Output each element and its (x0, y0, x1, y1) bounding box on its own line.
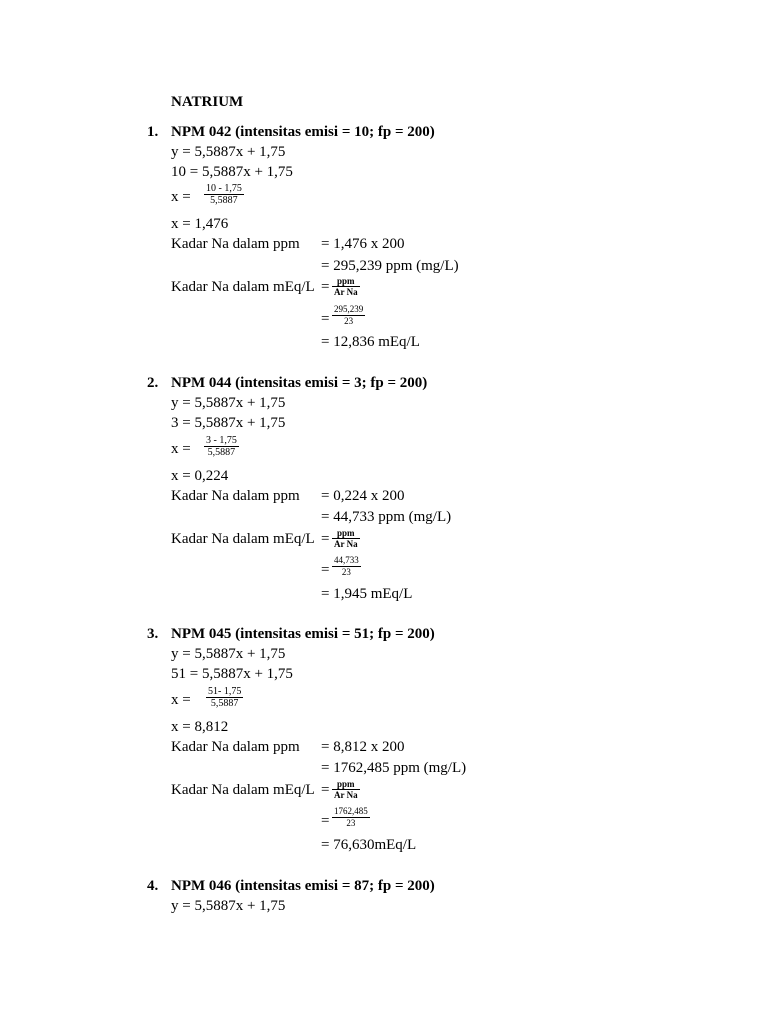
fraction-numerator: ppm (332, 276, 360, 287)
fraction-numerator: 51- 1,75 (208, 686, 242, 697)
fraction-numerator: 1762,485 (334, 806, 368, 816)
meq-label: Kadar Na dalam mEq/L (171, 782, 315, 798)
x-result: x = 1,476 (171, 216, 229, 232)
equals-sign: = (321, 531, 330, 547)
meq-label: Kadar Na dalam mEq/L (171, 531, 315, 547)
fraction-numerator: ppm (332, 528, 360, 539)
section-number: 4. (147, 878, 159, 894)
ppm-result: = 1762,485 ppm (mg/L) (321, 760, 467, 776)
equation-line: y = 5,5887x + 1,75 (171, 144, 286, 160)
fraction-numerator: 44,733 (334, 555, 359, 565)
fraction-numerator: 10 - 1,75 (206, 183, 242, 194)
fraction-denominator: 5,5887 (210, 195, 238, 206)
fraction-denominator: 23 (346, 818, 356, 828)
section-number: 1. (147, 124, 159, 140)
meq-value-fraction (332, 806, 370, 829)
fraction-denominator: Ar Na (334, 539, 358, 549)
equals-sign: = (321, 782, 330, 798)
section-heading: NPM 042 (intensitas emisi = 10; fp = 200) (171, 124, 435, 140)
meq-formula-fraction (332, 779, 360, 800)
equation-line: 10 = 5,5887x + 1,75 (171, 164, 293, 180)
x-fraction (204, 183, 244, 206)
x-label: x = (171, 692, 191, 708)
fraction-denominator: 23 (341, 567, 351, 577)
ppm-label: Kadar Na dalam ppm (171, 739, 300, 755)
meq-formula-fraction (332, 528, 360, 549)
ppm-result: = 44,733 ppm (mg/L) (321, 509, 452, 525)
fraction-numerator: 3 - 1,75 (206, 435, 237, 446)
meq-result: = 1,945 mEq/L (321, 586, 413, 602)
section-heading: NPM 044 (intensitas emisi = 3; fp = 200) (171, 375, 428, 391)
fraction-numerator: 295,239 (334, 304, 364, 314)
x-result: x = 8,812 (171, 719, 229, 735)
equation-line: y = 5,5887x + 1,75 (171, 646, 286, 662)
equation-line: y = 5,5887x + 1,75 (171, 395, 286, 411)
page-title: NATRIUM (171, 94, 244, 110)
x-label: x = (171, 189, 191, 205)
equals-sign: = (321, 813, 330, 829)
equals-sign: = (321, 562, 330, 578)
ppm-calculation: = 0,224 x 200 (321, 488, 405, 504)
equals-sign: = (321, 279, 330, 295)
ppm-calculation: = 1,476 x 200 (321, 236, 405, 252)
meq-formula-fraction (332, 276, 360, 297)
x-label: x = (171, 441, 191, 457)
equation-line: 51 = 5,5887x + 1,75 (171, 666, 293, 682)
fraction-denominator: Ar Na (334, 790, 358, 800)
meq-result: = 76,630mEq/L (321, 837, 417, 853)
ppm-result: = 295,239 ppm (mg/L) (321, 258, 459, 274)
x-fraction (204, 435, 239, 458)
equation-line: 3 = 5,5887x + 1,75 (171, 415, 286, 431)
meq-label: Kadar Na dalam mEq/L (171, 279, 315, 295)
fraction-denominator: Ar Na (334, 287, 358, 297)
ppm-calculation: = 8,812 x 200 (321, 739, 405, 755)
section-number: 2. (147, 375, 159, 391)
fraction-numerator: ppm (332, 779, 360, 790)
fraction-denominator: 23 (344, 316, 354, 326)
equation-line: y = 5,5887x + 1,75 (171, 898, 286, 914)
section-heading: NPM 046 (intensitas emisi = 87; fp = 200) (171, 878, 435, 894)
meq-value-fraction (332, 555, 361, 578)
section-number: 3. (147, 626, 159, 642)
equals-sign: = (321, 311, 330, 327)
fraction-denominator: 5,5887 (207, 447, 236, 458)
ppm-label: Kadar Na dalam ppm (171, 236, 300, 252)
section-heading: NPM 045 (intensitas emisi = 51; fp = 200) (171, 626, 435, 642)
ppm-label: Kadar Na dalam ppm (171, 488, 300, 504)
meq-value-fraction (332, 304, 365, 327)
x-result: x = 0,224 (171, 468, 229, 484)
meq-result: = 12,836 mEq/L (321, 334, 420, 350)
fraction-denominator: 5,5887 (210, 698, 239, 709)
x-fraction (206, 686, 243, 709)
